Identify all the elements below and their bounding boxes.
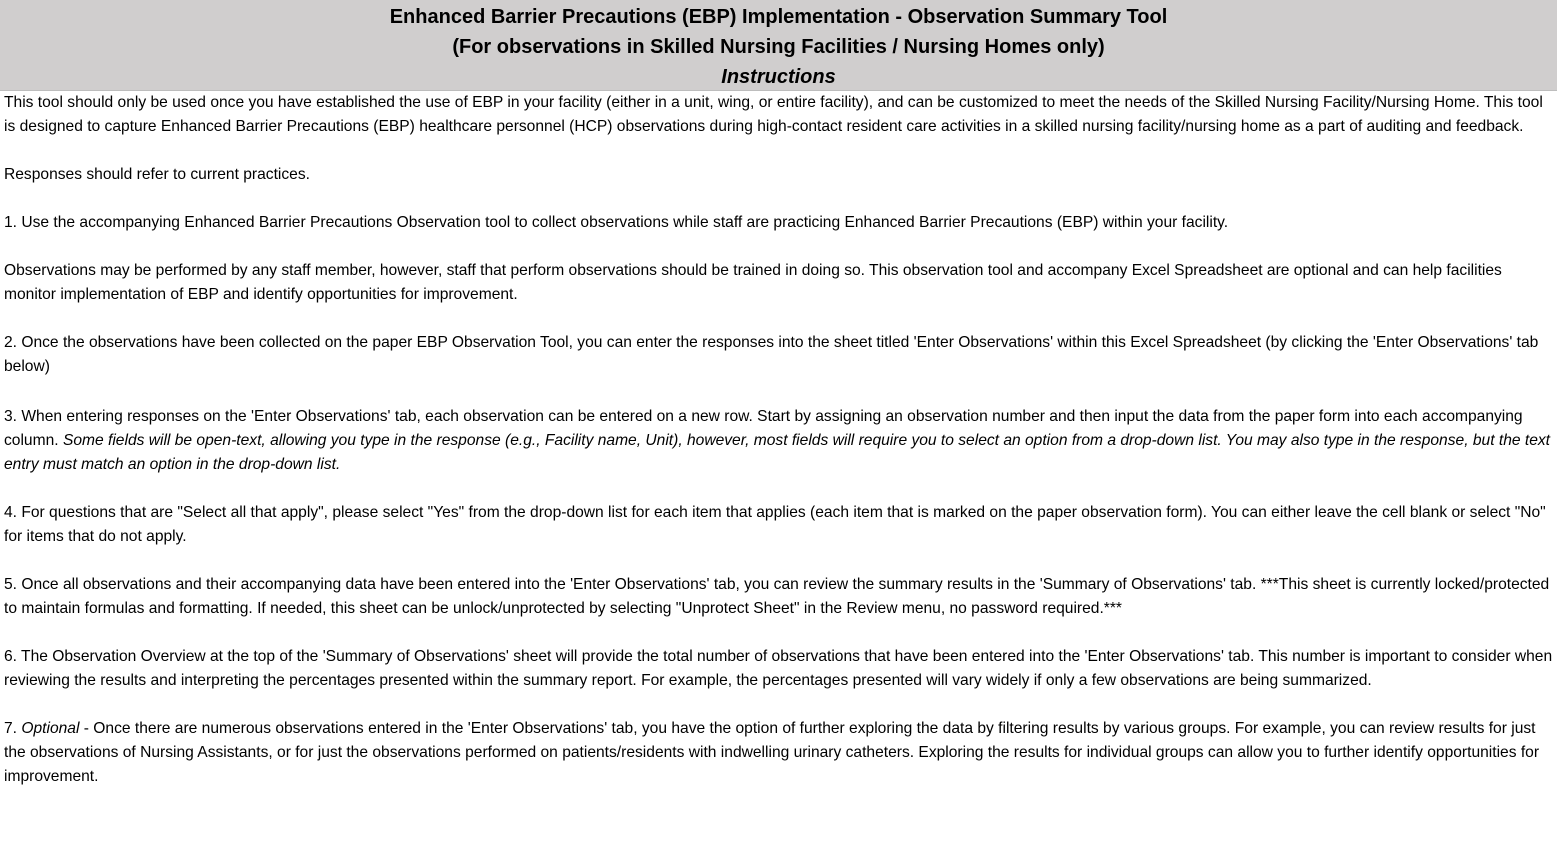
title-header (0, 0, 1557, 91)
spacer (4, 477, 1553, 501)
spacer (4, 379, 1553, 405)
step-2: 2. Once the observations have been collected on the paper EBP Observation Tool, you can enter the responses into the sheet titled 'Enter Observations' within this Excel Spreadsheet (by clicking the 'Enter Observations' tab below) (4, 334, 1539, 375)
current-practices-note: Responses should refer to current practices. (4, 166, 310, 183)
step-1-note: Observations may be performed by any staff member, however, staff that perform observations should be trained in doing so. This observation tool and accompany Excel Spreadsheet are optional and can help facilities monitor implementation of EBP and identify opportunities for improvement. (4, 262, 1502, 303)
spacer (4, 621, 1553, 645)
spacer (4, 187, 1553, 211)
step-7-number: 7. (4, 720, 22, 737)
step-7-text: - Once there are numerous observations entered in the 'Enter Observations' tab, you have the option of further exploring the data by filtering results by various groups. For example, you can review results for just the observations of Nursing Assistants, or for just the observations performed on patients/residents with indwelling urinary catheters. Exploring the results for individual groups can allow you to further identify opportunities for improvement. (4, 720, 1540, 785)
spacer (4, 693, 1553, 717)
spacer (4, 235, 1553, 259)
step-3-italic-text: Some fields will be open-text, allowing you type in the response (e.g., Facility name, Unit), however, most fields will require you to select an option from a drop-down list. You may also type in the response, but the text entry must match an option in the drop-down list. (4, 432, 1551, 473)
intro-paragraph: This tool should only be used once you have established the use of EBP in your facility (either in a unit, wing, or entire facility), and can be customized to meet the needs of the Skilled Nursing Facility/Nursing Home. This tool is designed to capture Enhanced Barrier Precautions (EBP) healthcare personnel (HCP) observations during high-contact resident care activities in a skilled nursing facility/nursing home as a part of auditing and feedback. (4, 94, 1543, 135)
step-3 (4, 405, 1553, 477)
spacer (4, 307, 1553, 331)
page-subtitle: (For observations in Skilled Nursing Facilities / Nursing Homes only) (452, 36, 1105, 58)
step-6: 6. The Observation Overview at the top of the 'Summary of Observations' sheet will provide the total number of observations that have been entered into the 'Enter Observations' tab. This number is important to consider when reviewing the results and interpreting the percentages presented within the summary report. For example, the percentages presented will vary widely if only a few observations are being summarized. (4, 648, 1553, 689)
step-1: 1. Use the accompanying Enhanced Barrier Precautions Observation tool to collect observations while staff are practicing Enhanced Barrier Precautions (EBP) within your facility. (4, 214, 1229, 231)
step-3-text: 3. When entering responses on the 'Enter Observations' tab, each observation can be entered on a new row. Start by assigning an observation number and then input the data from the paper form into each accompanying column. (4, 408, 1523, 449)
spacer (4, 549, 1553, 573)
instructions-body (4, 91, 1553, 789)
section-heading: Instructions (721, 66, 836, 88)
spacer (4, 139, 1553, 163)
step-5: 5. Once all observations and their accompanying data have been entered into the 'Enter Observations' tab, you can review the summary results in the 'Summary of Observations' tab. ***This sheet is currently locked/protected to maintain formulas and formatting. If needed, this sheet can be unlock/unprotected by selecting "Unprotect Sheet" in the Review menu, no password required.*** (4, 576, 1550, 617)
page-title: Enhanced Barrier Precautions (EBP) Implementation - Observation Summary Tool (389, 6, 1168, 28)
step-7-optional-label: Optional (21, 720, 80, 737)
step-4: 4. For questions that are "Select all that apply", please select "Yes" from the drop-down list for each item that applies (each item that is marked on the paper observation form). You can either leave the cell blank or select "No" for items that do not apply. (4, 504, 1546, 545)
step-7 (4, 717, 1553, 789)
